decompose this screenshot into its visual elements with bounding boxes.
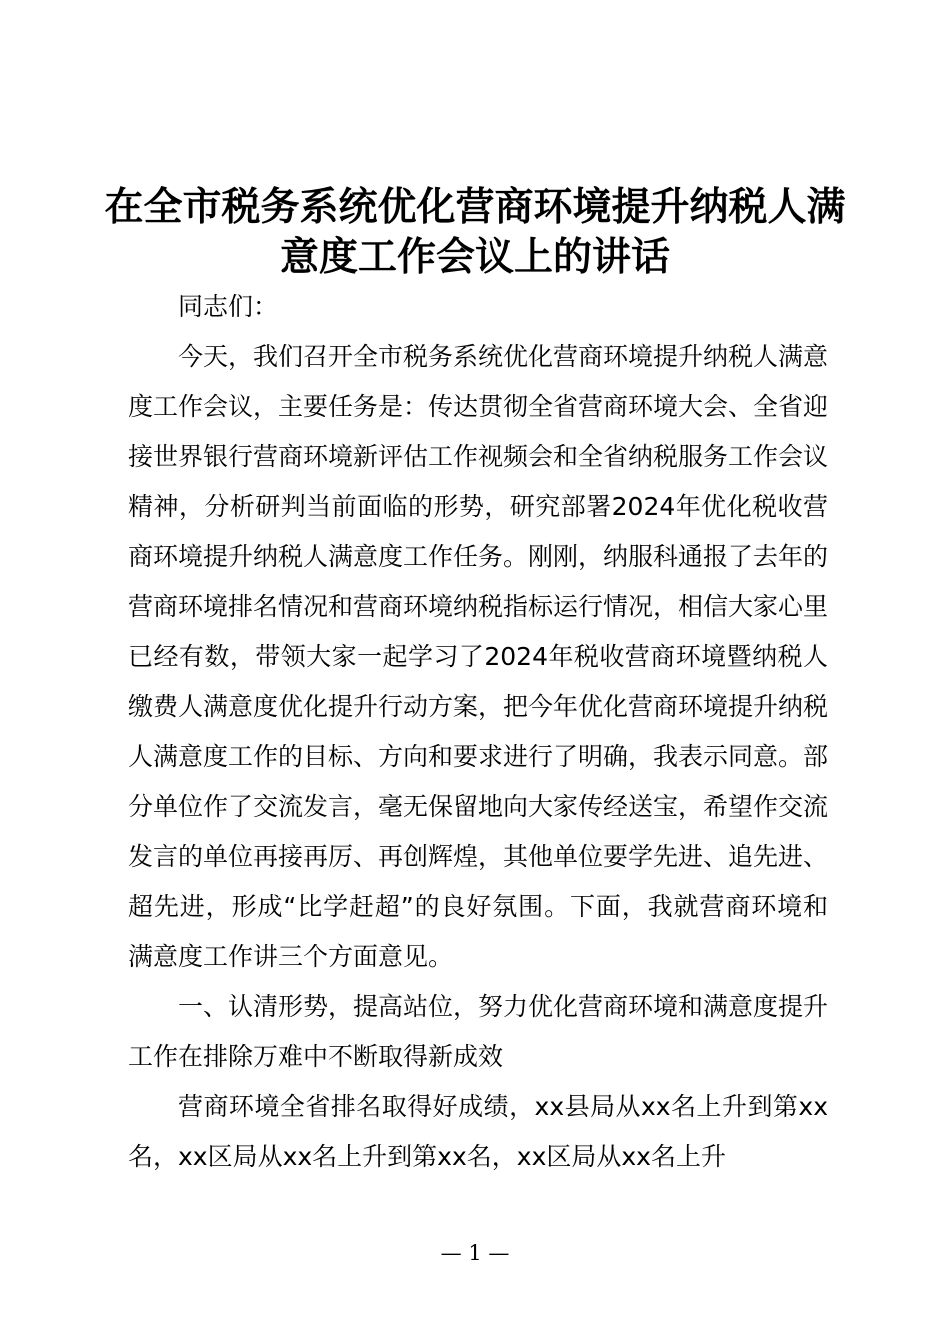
section-heading-1: 一、认清形势，提高站位，努力优化营商环境和满意度提升工作在排除万难中不断取得新成效 <box>128 992 829 1071</box>
page-number: — 1 — <box>440 1241 510 1265</box>
paragraph-intro: 今天，我们召开全市税务系统优化营商环境提升纳税人满意度工作会议，主要任务是：传达贯彻全省营商环境大会、全省迎接世界银行营商环境新评估工作视频会和全省纳税服务工作会议精神，分析研判当前面临的形势，研究部署2024年优化税收营商环境提升纳税人满意度工作任务。刚刚，纳服科通报了去年的营商环境排名情况和营商环境纳税指标运行情况，相信大家心里已经有数，带领大家一起学习了2024年税收营商环境暨纳税人缴费人满意度优化提升行动方案，把今年优化营商环境提升纳税人满意度工作的目标、方向和要求进行了明确，我表示同意。部分单位作了交流发言，毫无保留地向大家传经送宝，希望作交流发言的单位再接再厉、再创辉煌，其他单位要学先进、追先进、超先进，形成“比学赶超”的良好氛围。下面，我就营商环境和满意度工作讲三个方面意见。 <box>128 342 829 971</box>
salutation: 同志们： <box>178 292 279 321</box>
document-title: 在全市税务系统优化营商环境提升纳税人满意度工作会议上的讲话 <box>104 184 846 280</box>
paragraph-ranking: 营商环境全省排名取得好成绩，xx县局从xx名上升到第xx名，xx区局从xx名上升到第xx名，xx区局从xx名上升 <box>128 1092 828 1171</box>
document-body <box>128 282 828 1182</box>
